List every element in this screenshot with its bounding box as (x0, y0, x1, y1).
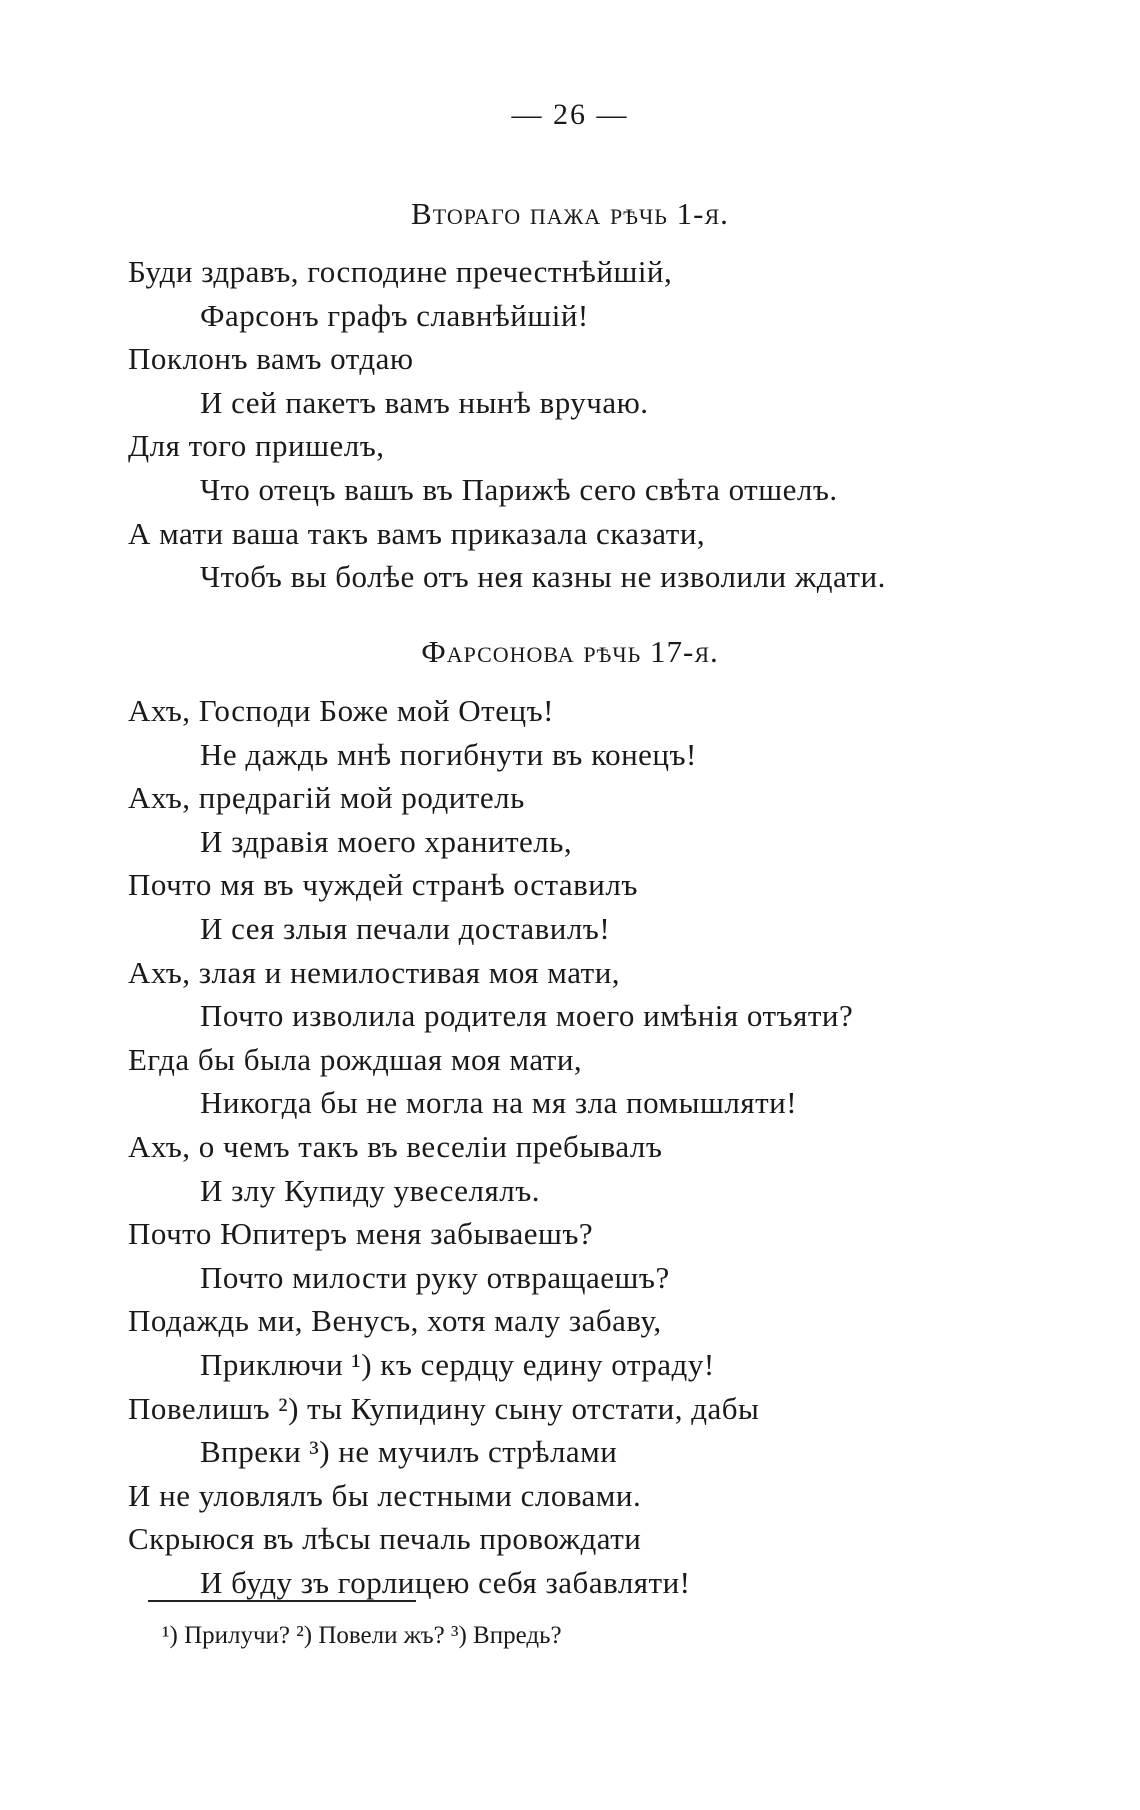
verse-line: Повелишъ ²) ты Купидину сыну отстати, дабы (128, 1390, 760, 1426)
verse-line: Ахъ, злая и немилостивая моя мати, (128, 954, 621, 990)
verse-line: И не уловлялъ бы лестными словами. (128, 1477, 642, 1513)
section-heading-1: Втораго пажа рѣчь 1-я. (411, 196, 729, 231)
verse-line: Фарсонъ графъ славнѣйшій! (200, 297, 589, 333)
verse-line: А мати ваша такъ вамъ приказала сказати, (128, 515, 706, 551)
footnote: ¹) Прилучи? ²) Повели жъ? ³) Впредь? (162, 1622, 562, 1649)
verse-line: И буду зъ горлицею себя забавляти! (200, 1565, 691, 1600)
verse-line: Почто Юпитеръ меня забываешъ? (128, 1216, 594, 1252)
verse-line: Поклонъ вамъ отдаю (128, 341, 414, 377)
verse-line: Не даждь мнѣ погибнути въ конецъ! (200, 736, 697, 772)
verse-line: И злу Купиду увеселялъ. (200, 1172, 541, 1208)
verse-line: Почто милости руку отвращаешъ? (200, 1259, 670, 1295)
verse-line: Почто мя въ чуждей странѣ оставилъ (128, 867, 638, 903)
page-number: — 26 — (511, 98, 629, 131)
verse-line: И сея злыя печали доставилъ! (200, 911, 611, 946)
verse-line: Почто изволила родителя моего имѣнія отъяти? (200, 998, 854, 1034)
section-heading-2: Фарсонова рѣчь 17-я. (421, 634, 719, 669)
verse-line: Ахъ, Господи Боже мой Отецъ! (128, 693, 554, 728)
verse-line: Впреки ³) не мучилъ стрѣлами (200, 1434, 618, 1470)
verse-line: Приключи ¹) къ сердцу едину отраду! (200, 1347, 715, 1382)
verse-line: И сей пакетъ вамъ нынѣ вручаю. (200, 384, 649, 420)
verse-line: Ахъ, о чемъ такъ въ веселіи пребывалъ (128, 1129, 663, 1164)
verse-line: И здравія моего хранитель, (200, 823, 573, 859)
verse-line: Егда бы была рождшая моя мати, (128, 1041, 583, 1077)
verse-line: Скрыюся въ лѣсы печаль провождати (128, 1521, 642, 1557)
verse-line: Что отецъ вашъ въ Парижѣ сего свѣта отшелъ. (200, 472, 838, 507)
verse-line: Для того пришелъ, (128, 428, 385, 464)
footnote-rule (148, 1600, 416, 1602)
verse-line: Ахъ, предрагій мой родитель (128, 780, 525, 816)
verse-line: Подаждь ми, Венусъ, хотя малу забаву, (128, 1303, 662, 1339)
verse-line: Никогда бы не могла на мя зла помышляти! (200, 1085, 798, 1121)
verse-line: Чтобъ вы болѣе отъ нея казны не изволили ждати. (200, 559, 886, 595)
verse-line: Буди здравъ, господине пречестнѣйшій, (128, 254, 673, 289)
